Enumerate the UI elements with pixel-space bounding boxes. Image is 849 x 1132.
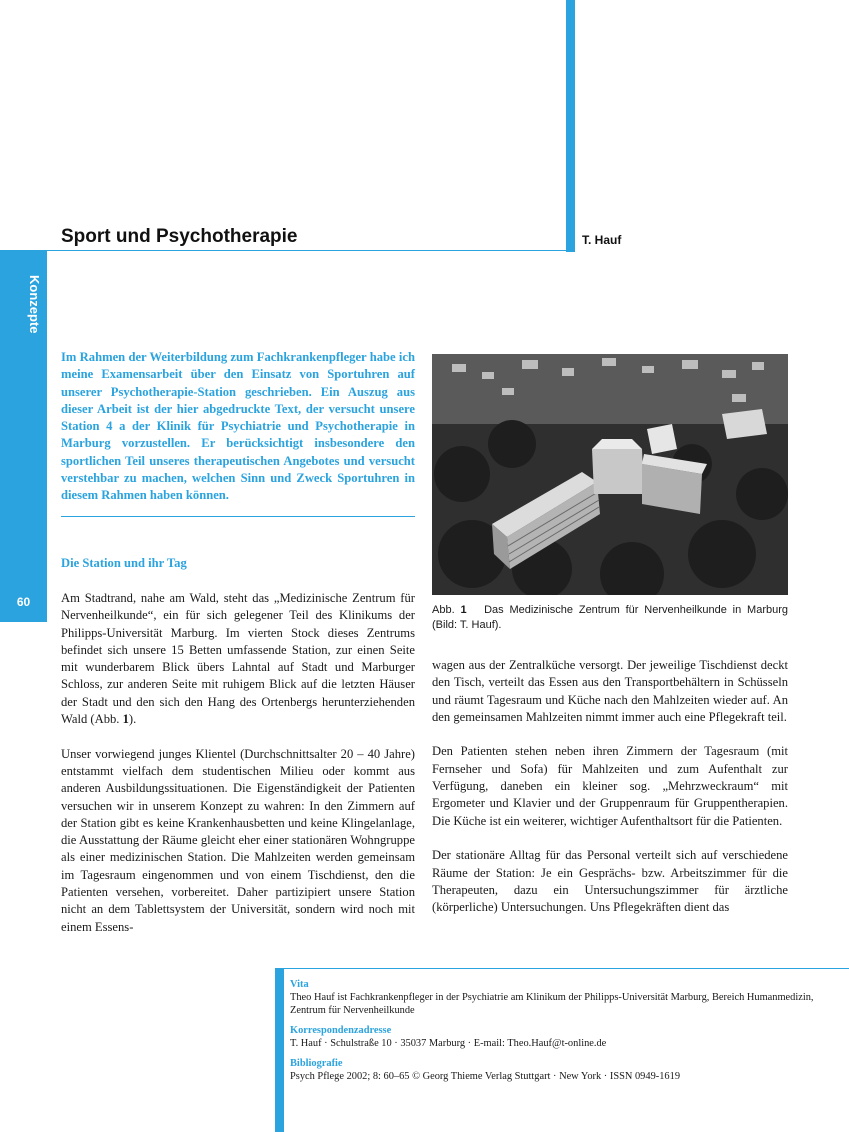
- vita-label: Vita: [290, 979, 309, 990]
- caption-number: 1: [460, 604, 467, 616]
- figure-reference[interactable]: 1: [122, 712, 129, 727]
- contact-block: [290, 1024, 840, 1050]
- vita-text: Theo Hauf ist Fachkrankenpfleger in der Psychiatrie am Klinikum der Philipps-Universität Marburg, Bereich Humanmedizin, Zentrum für Nervenheilkunde: [290, 992, 814, 1016]
- top-vertical-rule: [566, 0, 575, 252]
- vita-block: [290, 978, 840, 1017]
- clinic-photo-image: [432, 354, 788, 595]
- section-heading: Die Station und ihr Tag: [61, 556, 187, 570]
- article-title: Sport und Psychotherapie: [61, 226, 298, 247]
- abstract: Im Rahmen der Weiterbildung zum Fachkrankenpfleger habe ich meine Examensarbeit über den Einsatz von Sportuhren auf unserer Psychotherapie-Station geschrieben. Ein Auszug aus dieser Arbeit ist der hier abgedruckte Text, der versucht unsere Station 4 a der Klinik für Psychiatrie und Psychotherapie in Marburg vorzustellen. Er berücksichtigt insbesondere den sportlichen Teil unseres therapeutischen Angebotes und versucht verstehbar zu machen, welchen Sinn und Zweck Sportuhren in diesem Rahmen haben können.: [61, 350, 415, 503]
- caption-label: Abb.: [432, 604, 455, 616]
- body-column-right: [432, 657, 788, 934]
- abstract-divider: [61, 516, 415, 517]
- info-box-rule: [275, 968, 284, 1132]
- title-divider: [0, 250, 566, 251]
- body-paragraph: wagen aus der Zentralküche versorgt. Der jeweilige Tischdienst deckt den Tisch, verteilt das Essen aus den Transportbehältern in Schüsseln und räumt Tagesraum und Küche nach den Mahlzeiten wieder auf. An den gemeinsamen Mahlzeiten nimmt immer auch eine Pflegekraft teil.: [432, 658, 788, 724]
- body-paragraph: Unser vorwiegend junges Klientel (Durchschnittsalter 20 – 40 Jahre) entstammt vielfach dem studentischen Milieu oder kommt aus anderen Ausbildungssituationen. Die Eigenständigkeit der Patienten versuchen wir in unserem Konzept zu wahren: In den Zimmern auf der Station gibt es keine Krankenhausbetten und keine Klingelanlage, die Ausstattung der Räume gleicht eher einer stationären Wohngruppe als einer medizinischen Station. Die Mahlzeiten werden gemeinsam im Tagesraum eingenommen und von einem Tischdienst, den die Patienten versehen, vorbereitet. Daher partizipiert unsere Station nicht an dem Tablettsystem der Universität, sondern wird noch mit einem Essens-: [61, 746, 415, 934]
- page-number: 60: [16, 595, 31, 609]
- figure-photo: [432, 354, 788, 595]
- article-author: T. Hauf: [582, 233, 622, 247]
- bibliography-block: [290, 1057, 840, 1083]
- info-box: [290, 978, 840, 1090]
- figure-caption: [432, 603, 788, 633]
- contact-label: Korrespondenzadresse: [290, 1025, 392, 1036]
- body-column-left: [61, 590, 415, 953]
- section-label: Konzepte: [27, 275, 42, 334]
- info-box-top-rule: [284, 968, 849, 969]
- contact-text[interactable]: T. Hauf · Schulstraße 10 · 35037 Marburg · E-mail: Theo.Hauf@t-online.de: [290, 1038, 607, 1049]
- body-paragraph: [61, 590, 415, 728]
- bibliography-label: Bibliografie: [290, 1058, 343, 1069]
- caption-text: Das Medizinische Zentrum für Nervenheilkunde in Marburg (Bild: T. Hauf).: [432, 604, 788, 631]
- body-paragraph: Der stationäre Alltag für das Personal verteilt sich auf verschiedene Räume der Station: Je ein Gesprächs- bzw. Arbeitszimmer für die Therapeuten, dazu ein Untersuchungszimmer für ärztliche (körperliche) Untersuchungen. Uns Pflegekräften dient das: [432, 848, 788, 915]
- body-paragraph: Den Patienten stehen neben ihren Zimmern der Tagesraum (mit Fernseher und Sofa) für Mahlzeiten und zum Aufenthalt zur Verfügung, daneben ein kleiner sog. „Mehrzweckraum“ mit Ergometer und Klavier und der Gruppenraum für Gruppentherapien. Die Küche ist ein weiterer, wichtiger Aufenthaltsort für die Patienten.: [432, 744, 788, 828]
- bibliography-text: Psych Pflege 2002; 8: 60–65 © Georg Thieme Verlag Stuttgart · New York · ISSN 0949-1619: [290, 1071, 681, 1082]
- paragraph-text: Am Stadtrand, nahe am Wald, steht das „Medizinische Zentrum für Nervenheilkunde“, ein für sich gelegener Teil des Klinikums der Philipps-Universität Marburg. Im vierten Stock dieses Zentrums befindet sich unsere 15 Betten umfassende Station, zur einen Seite mit wunderbarem Blick übers Lahntal auf Stadt und Marburger Schloss, zur anderen Seite mit ruhigem Blick auf die letzten Häuser der Stadt und den sich den Hang des Ortenbergs herunterziehenden Wald (Abb.: [61, 591, 415, 727]
- paragraph-text: ).: [128, 712, 137, 727]
